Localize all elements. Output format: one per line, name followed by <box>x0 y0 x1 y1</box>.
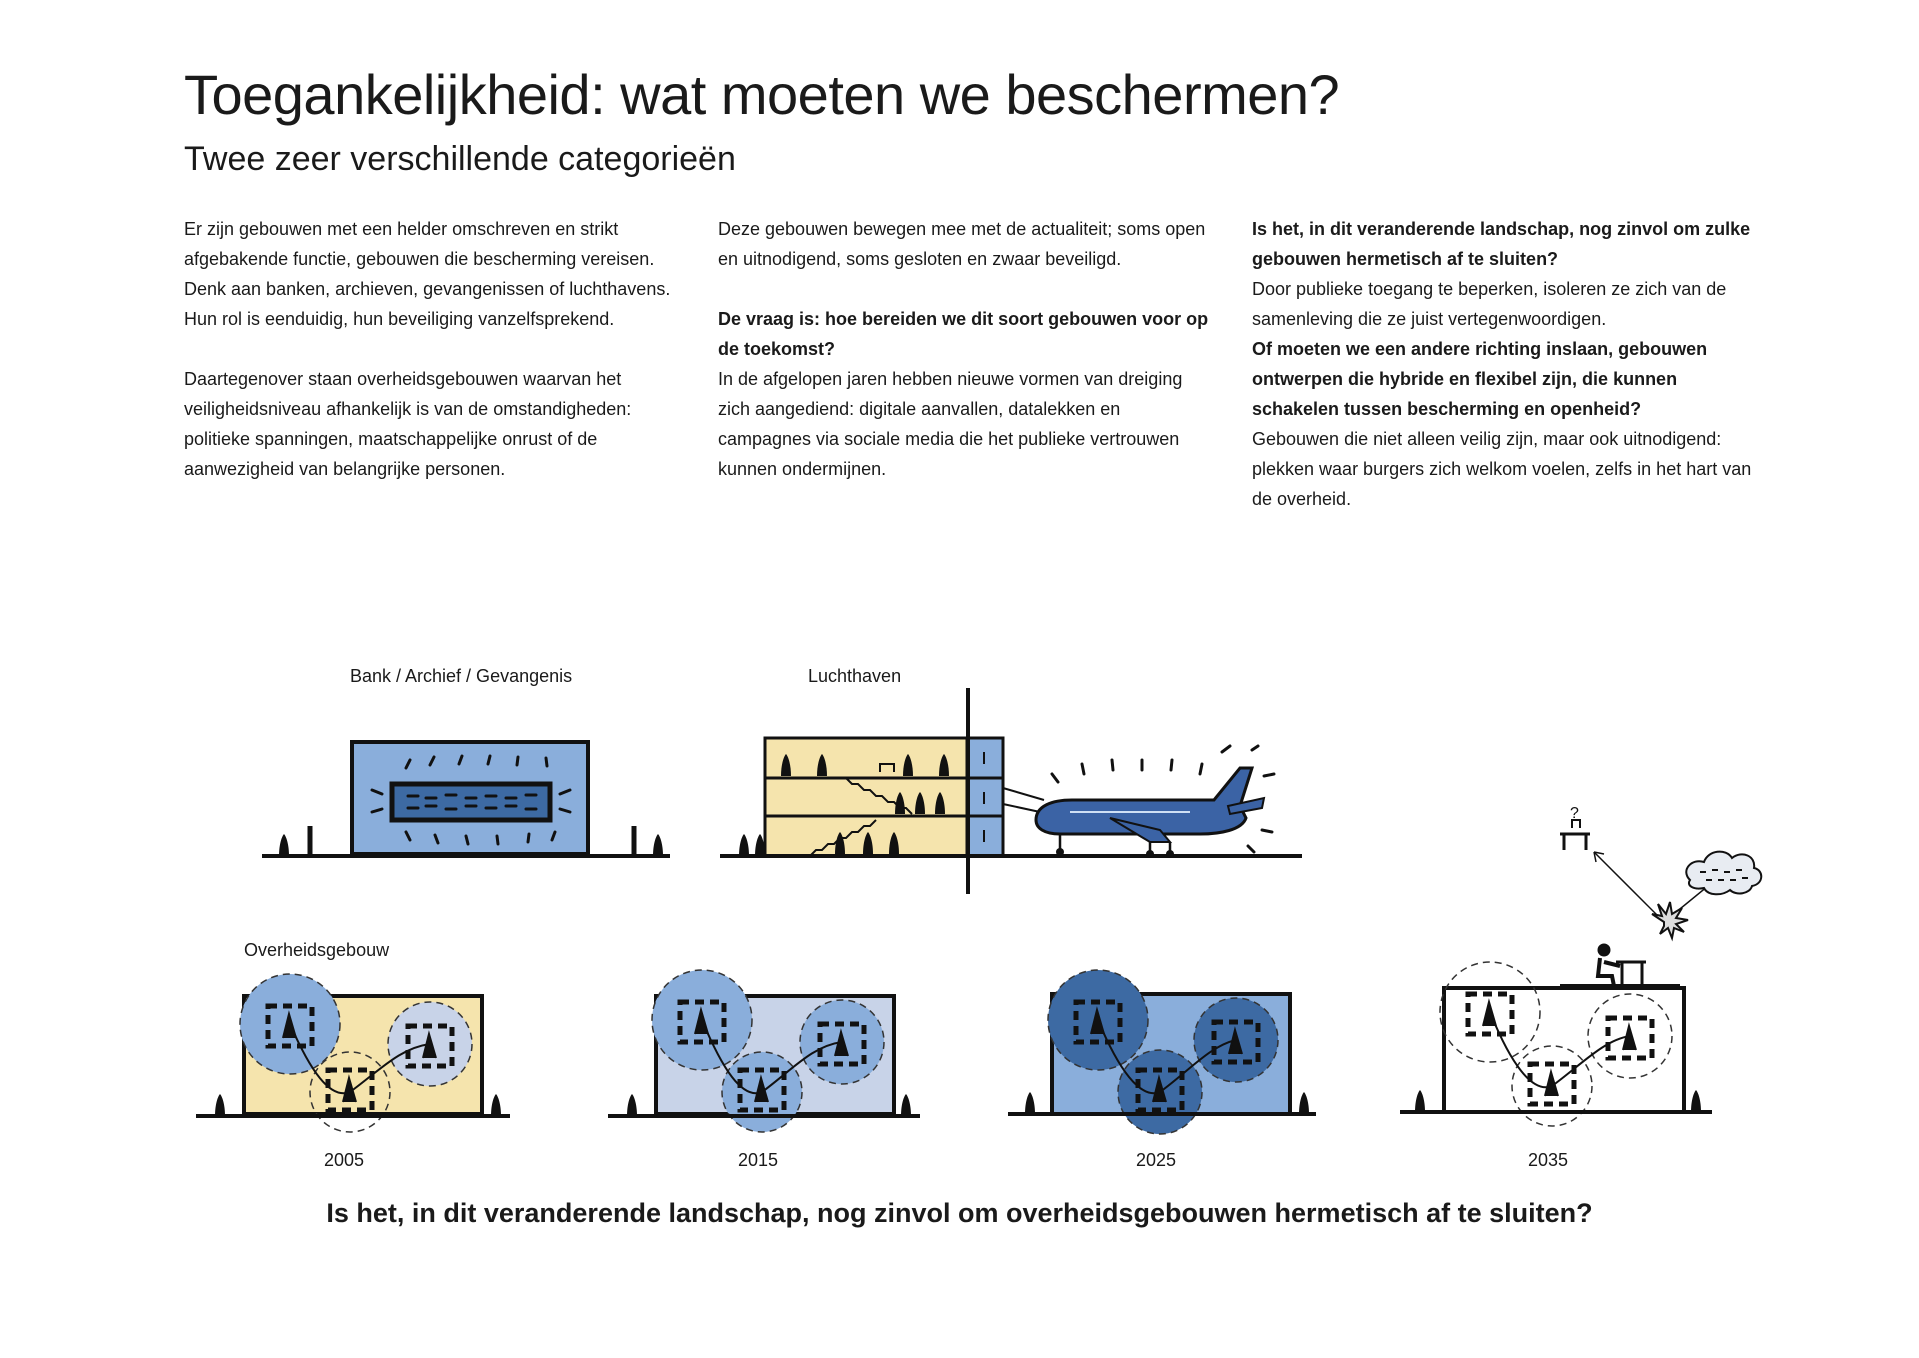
person-at-desk <box>1598 944 1646 986</box>
airplane <box>1036 746 1274 858</box>
paragraph: De vraag is: hoe bereiden we dit soort gebouwen voor op de toekomst? <box>718 309 1209 359</box>
paragraph: Door publieke toegang te beperken, isoleren ze zich van de samenleving die ze juist vertegenwoordigen. <box>1252 279 1727 329</box>
label-airport: Luchthaven <box>808 666 902 686</box>
remote-desk-icon <box>1560 820 1590 850</box>
paragraph: Deze gebouwen bewegen mee met de actualiteit; soms open en uitnodigend, soms gesloten en zwaar beveiligd. <box>718 219 1206 269</box>
label-bank: Bank / Archief / Gevangenis <box>350 666 573 686</box>
paragraph: Hun rol is eenduidig, hun beveiliging vanzelfsprekend. <box>184 309 615 329</box>
paragraph: Daartegenover staan overheidsgebouwen waarvan het veiligheidsniveau afhankelijk is van de omstandigheden: politieke spanningen, maatschappelijke onrust of de aanwezigheid van belangrijke personen. <box>184 369 632 479</box>
page-title: Toegankelijkheid: wat moeten we beschermen? <box>184 63 1340 126</box>
year-label: 2005 <box>324 1150 365 1170</box>
airport-building <box>720 688 1302 894</box>
year-label: 2025 <box>1136 1150 1177 1170</box>
paragraph: Er zijn gebouwen met een helder omschreven en strikt afgebakende functie, gebouwen die bescherming vereisen. Denk aan banken, archieven, gevangenissen of luchthavens. <box>184 219 671 299</box>
paragraph: Of moeten we een andere richting inslaan, gebouwen ontwerpen die hybride en flexibel zijn, die kunnen schakelen tussen bescherming en openheid? <box>1252 339 1708 419</box>
bank-building <box>262 742 670 856</box>
paragraph: In de afgelopen jaren hebben nieuwe vormen van dreiging zich aangediend: digitale aanvallen, datalekken en campagnes via sociale media die het publieke vertrouwen kunnen ondermijnen. <box>718 369 1183 479</box>
paragraph: Is het, in dit veranderende landschap, nog zinvol om zulke gebouwen hermetisch af te sluiten? <box>1252 219 1751 269</box>
paragraph: Gebouwen die niet alleen veilig zijn, maar ook uitnodigend: plekken waar burgers zich welkom voelen, zelfs in het hart van de overheid. <box>1252 429 1752 509</box>
government-building-2015 <box>608 970 920 1132</box>
question-mark: ? <box>1570 805 1579 822</box>
closing-question: Is het, in dit veranderende landschap, nog zinvol om overheidsgebouwen hermetisch af te sluiten? <box>326 1198 1593 1228</box>
label-government: Overheidsgebouw <box>244 940 390 960</box>
government-building-2025 <box>1008 970 1316 1134</box>
year-label: 2035 <box>1528 1150 1569 1170</box>
year-label: 2015 <box>738 1150 779 1170</box>
government-building-2005 <box>196 974 510 1132</box>
government-building-2035 <box>1400 805 1761 1126</box>
page-subtitle: Twee zeer verschillende categorieën <box>184 140 736 178</box>
cloud-icon <box>1686 852 1761 895</box>
